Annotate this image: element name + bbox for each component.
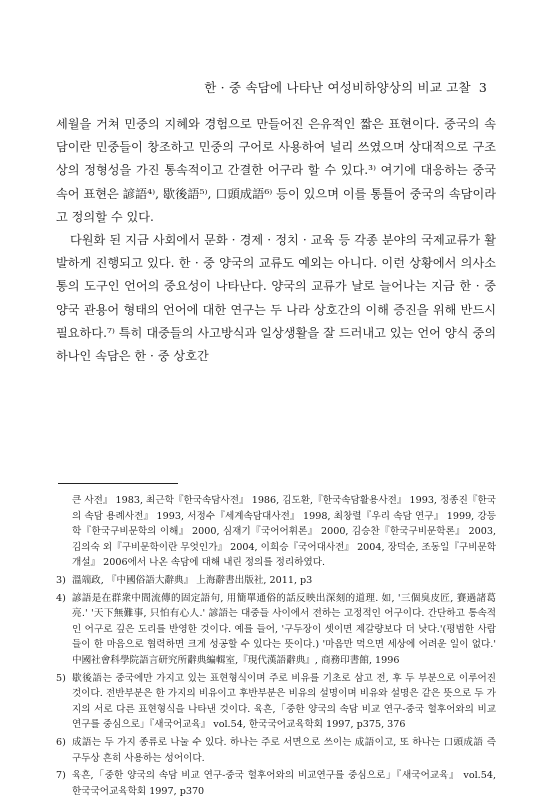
footnote-7 — [56, 768, 496, 799]
footnote-3 — [56, 573, 496, 589]
page-number: 3 — [478, 80, 487, 95]
footnote-text: 歇後語는 중국에만 가지고 있는 표현형식이며 주로 비유를 기초로 삼고 전, 후 두 부분으로 이루어진 것이다. 전반부분은 한 가지의 비유이고 후반부분은 비유의 설명이며 비유와 설명은 같은 뜻으로 두 가지의 서로 다른 표현형식을 나타낸 것이다. 육흔,「중한 양국의 속담 비교 연구-중국 헐후어와의 비교연구를 중심으로」『새국어교육』 vol.54, 한국국어교육학회 1997, p375, 376 — [72, 672, 496, 731]
footnotes — [56, 493, 496, 801]
footnote-number: 6) — [56, 736, 66, 748]
footnote-number: 4) — [56, 592, 66, 604]
footnote-text: 成語는 두 가지 종류로 나눌 수 있다. 하나는 주로 서면으로 쓰이는 成語이고, 또 하나는 口頭成語 즉 구두상 흔히 사용하는 성어이다. — [72, 736, 496, 764]
footnote-text: 諺語是在群衆中間流傳的固定語句, 用簡單通俗的話反映出深刻的道理. 如, '三個臭皮匠, 賽過諸葛亮.' '天下無難事, 只怕有心人.' 諺語는 대중들 사이에서 전하는 고정적인 어구이다. 간단하고 통속적인 어구로 깊은 도리를 반영한 것이다. 예를 들어, '구두장이 셋이면 제갈량보다 더 낫다.'(평범한 사람들이 한 마음으로 협력하면 크게 성공할 수 있다는 뜻이다.) '마음만 먹으면 세상에 어려운 일이 없다.' 中國社會科學院語言研究所辭典編輯室,『現代漢語辭典』, 商務印書館, 1996 — [72, 592, 496, 666]
running-header-title: 한 · 중 속담에 나타난 여성비하양상의 비교 고찰 — [204, 80, 471, 95]
footnote-text: 육흔,「중한 양국의 속담 비교 연구-중국 헐후어와의 비교연구를 중심으로」『새국어교육』 vol.54, 한국국어교육학회 1997, p370 — [72, 770, 496, 797]
running-header — [204, 78, 487, 96]
footnote-text: 큰 사전』 1983, 최근학『한국속담사전』 1986, 김도환,『한국속담활용사전』 1993, 정종진『한국의 속담 용례사전』 1993, 서정수『세계속담대사전』 1998, 최창렬『우리 속담 연구』 1999, 강등학『한국구비문학의 이해』 2000, 심재기『국어어휘론』 2000, 김승찬『한국구비문학론』 2003, 김의숙 외『구비문학이란 무엇인가』 2004, 이희승『국어대사전』 2004, 장덕순, 조동일『구비문학개설』 2006에서 나온 속담에 대해 내린 정의를 정리하였다. — [72, 495, 496, 569]
footnote-separator — [58, 483, 178, 484]
body-text — [56, 113, 496, 368]
footnote-continued — [56, 493, 496, 571]
footnote-number: 3) — [56, 574, 66, 586]
footnote-6 — [56, 735, 496, 766]
footnote-number: 5) — [56, 672, 66, 684]
footnote-5 — [56, 671, 496, 733]
body-paragraph: 다원화 된 지금 사회에서 문화 · 경제 · 정치 · 교육 등 각종 분야의 국제교류가 활발하게 진행되고 있다. 한 · 중 양국의 교류도 예외는 아니다. 이런 상황에서 의사소통의 도구인 언어의 중요성이 나타난다. 양국의 교류가 날로 늘어나는 지금 한 · 중 양국 관용어 형태의 언어에 대한 연구는 두 나라 상호간의 이해 증진을 위해 반드시 필요하다.⁷⁾ 특히 대중들의 사고방식과 일상생활을 잘 드러내고 있는 언어 양식 중의 하나인 속담은 한 · 중 상호간 — [56, 233, 496, 364]
footnote-text: 溫端政, 『中國俗語大辭典』 上海辭書出版社, 2011, p3 — [72, 574, 313, 586]
footnote-4 — [56, 591, 496, 669]
body-paragraph: 세월을 거쳐 민중의 지혜와 경험으로 만들어진 은유적인 짧은 표현이다. 중국의 속담이란 민중들이 창조하고 민중의 구어로 사용하여 널리 쓰였으며 상대적으로 구조상의 정형성을 가진 통속적이고 간결한 어구라 할 수 있다.³⁾ 여기에 대응하는 중국 속어 표현은 諺語⁴⁾, 歇後語⁵⁾, 口頭成語⁶⁾ 등이 있으며 이를 통틀어 중국의 속담이라고 정의할 수 있다. — [56, 117, 496, 224]
footnote-number: 7) — [56, 770, 66, 782]
